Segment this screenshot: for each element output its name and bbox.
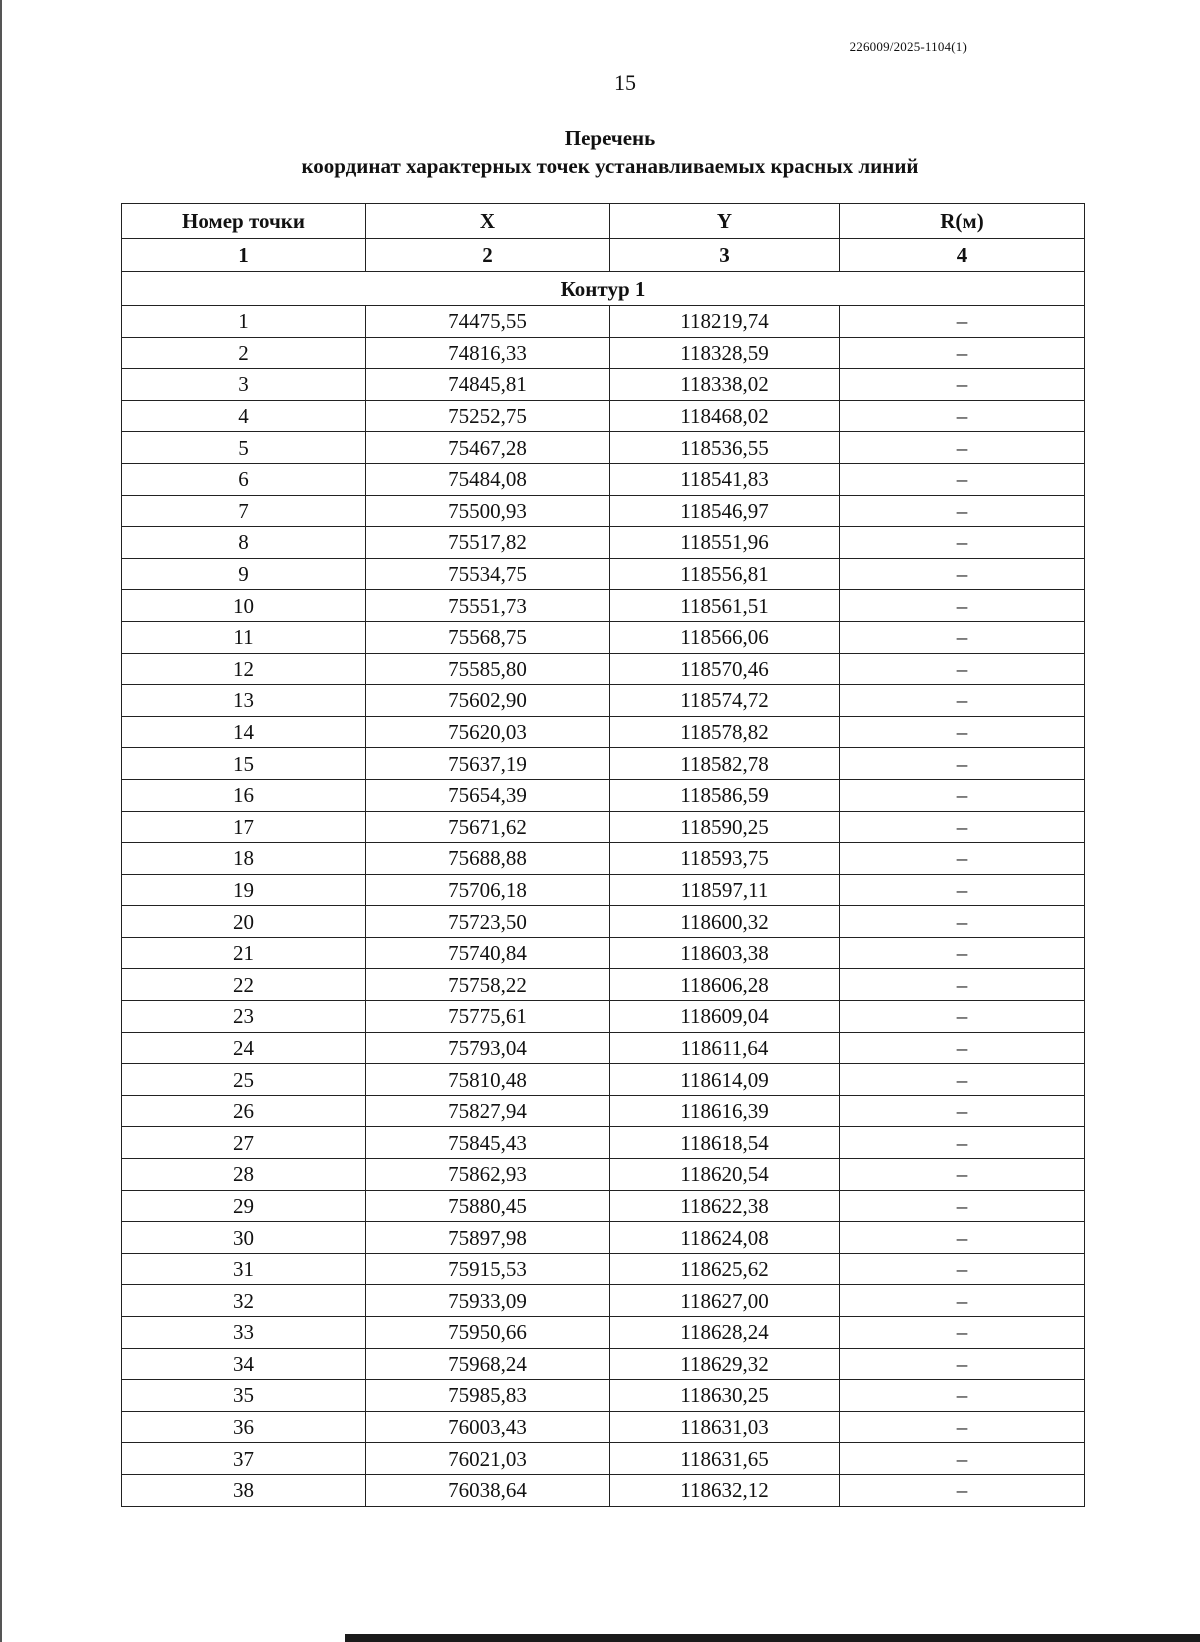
cell-radius: –: [840, 495, 1085, 527]
cell-x: 75706,18: [366, 874, 610, 906]
cell-point-number: 32: [122, 1285, 366, 1317]
cell-radius: –: [840, 1001, 1085, 1033]
table-row: [122, 400, 1085, 432]
cell-y: 118566,06: [610, 621, 840, 653]
cell-x: 75933,09: [366, 1285, 610, 1317]
column-number: 2: [366, 239, 610, 272]
cell-x: 75500,93: [366, 495, 610, 527]
cell-radius: –: [840, 1285, 1085, 1317]
cell-point-number: 22: [122, 969, 366, 1001]
table-row: [122, 463, 1085, 495]
cell-point-number: 25: [122, 1064, 366, 1096]
cell-x: 75723,50: [366, 906, 610, 938]
cell-radius: –: [840, 653, 1085, 685]
cell-point-number: 7: [122, 495, 366, 527]
cell-x: 76003,43: [366, 1411, 610, 1443]
cell-point-number: 36: [122, 1411, 366, 1443]
table-row: [122, 1222, 1085, 1254]
cell-point-number: 20: [122, 906, 366, 938]
contour-row: [122, 272, 1085, 306]
table-row: [122, 1253, 1085, 1285]
cell-point-number: 17: [122, 811, 366, 843]
cell-radius: –: [840, 906, 1085, 938]
cell-x: 75985,83: [366, 1380, 610, 1412]
cell-y: 118632,12: [610, 1474, 840, 1506]
cell-radius: –: [840, 1317, 1085, 1349]
cell-y: 118468,02: [610, 400, 840, 432]
table-row: [122, 621, 1085, 653]
cell-radius: –: [840, 1159, 1085, 1191]
table-row: [122, 1285, 1085, 1317]
table-row: [122, 1317, 1085, 1349]
cell-y: 118629,32: [610, 1348, 840, 1380]
table-row: [122, 1443, 1085, 1475]
cell-x: 75968,24: [366, 1348, 610, 1380]
title-line-2: координат характерных точек устанавливаемых красных линий: [301, 154, 919, 178]
cell-x: 74845,81: [366, 369, 610, 401]
table-row: [122, 1348, 1085, 1380]
cell-point-number: 37: [122, 1443, 366, 1475]
cell-radius: –: [840, 1127, 1085, 1159]
cell-y: 118578,82: [610, 716, 840, 748]
header-radius: R(м): [840, 204, 1085, 239]
scan-bottom-edge: [345, 1634, 1200, 1642]
table-row: [122, 1411, 1085, 1443]
cell-x: 75484,08: [366, 463, 610, 495]
cell-point-number: 27: [122, 1127, 366, 1159]
table-row: [122, 1474, 1085, 1506]
cell-radius: –: [840, 1222, 1085, 1254]
cell-point-number: 30: [122, 1222, 366, 1254]
cell-y: 118620,54: [610, 1159, 840, 1191]
cell-radius: –: [840, 779, 1085, 811]
cell-radius: –: [840, 716, 1085, 748]
cell-y: 118609,04: [610, 1001, 840, 1033]
document-number: 226009/2025-1104(1): [849, 39, 967, 54]
cell-point-number: 3: [122, 369, 366, 401]
cell-x: 75793,04: [366, 1032, 610, 1064]
cell-x: 75688,88: [366, 843, 610, 875]
table-row: [122, 779, 1085, 811]
column-number-row: [122, 239, 1085, 272]
cell-x: 75620,03: [366, 716, 610, 748]
cell-point-number: 10: [122, 590, 366, 622]
table-row: [122, 337, 1085, 369]
cell-y: 118597,11: [610, 874, 840, 906]
table-body: [122, 272, 1085, 1507]
table-row: [122, 937, 1085, 969]
cell-radius: –: [840, 969, 1085, 1001]
cell-x: 75467,28: [366, 432, 610, 464]
cell-point-number: 9: [122, 558, 366, 590]
cell-x: 75897,98: [366, 1222, 610, 1254]
cell-x: 74816,33: [366, 337, 610, 369]
cell-x: 75915,53: [366, 1253, 610, 1285]
cell-x: 75568,75: [366, 621, 610, 653]
cell-x: 74475,55: [366, 306, 610, 338]
cell-x: 75740,84: [366, 937, 610, 969]
table-row: [122, 1032, 1085, 1064]
cell-x: 75551,73: [366, 590, 610, 622]
cell-y: 118590,25: [610, 811, 840, 843]
cell-y: 118328,59: [610, 337, 840, 369]
cell-point-number: 13: [122, 685, 366, 717]
cell-x: 75671,62: [366, 811, 610, 843]
cell-point-number: 35: [122, 1380, 366, 1412]
cell-x: 75810,48: [366, 1064, 610, 1096]
cell-y: 118546,97: [610, 495, 840, 527]
cell-x: 75862,93: [366, 1159, 610, 1191]
cell-y: 118611,64: [610, 1032, 840, 1064]
cell-radius: –: [840, 463, 1085, 495]
title-line-1: Перечень: [564, 126, 656, 150]
table-header-row: [122, 204, 1085, 239]
cell-x: 75534,75: [366, 558, 610, 590]
cell-point-number: 14: [122, 716, 366, 748]
cell-point-number: 34: [122, 1348, 366, 1380]
cell-point-number: 24: [122, 1032, 366, 1064]
cell-y: 118625,62: [610, 1253, 840, 1285]
header-point-number: Номер точки: [122, 204, 366, 239]
table-row: [122, 432, 1085, 464]
cell-y: 118600,32: [610, 906, 840, 938]
cell-x: 75950,66: [366, 1317, 610, 1349]
table-row: [122, 1190, 1085, 1222]
cell-x: 75775,61: [366, 1001, 610, 1033]
cell-radius: –: [840, 685, 1085, 717]
cell-radius: –: [840, 811, 1085, 843]
table-row: [122, 369, 1085, 401]
cell-point-number: 31: [122, 1253, 366, 1285]
cell-y: 118536,55: [610, 432, 840, 464]
cell-radius: –: [840, 337, 1085, 369]
cell-radius: –: [840, 1095, 1085, 1127]
cell-y: 118622,38: [610, 1190, 840, 1222]
cell-radius: –: [840, 1411, 1085, 1443]
cell-y: 118624,08: [610, 1222, 840, 1254]
cell-x: 75252,75: [366, 400, 610, 432]
cell-point-number: 19: [122, 874, 366, 906]
header-y: Y: [610, 204, 840, 239]
cell-point-number: 38: [122, 1474, 366, 1506]
cell-x: 76038,64: [366, 1474, 610, 1506]
cell-radius: –: [840, 400, 1085, 432]
table-row: [122, 527, 1085, 559]
table-row: [122, 1095, 1085, 1127]
cell-radius: –: [840, 432, 1085, 464]
cell-radius: –: [840, 937, 1085, 969]
table-row: [122, 1159, 1085, 1191]
table-row: [122, 1380, 1085, 1412]
cell-radius: –: [840, 590, 1085, 622]
cell-x: 75654,39: [366, 779, 610, 811]
cell-y: 118606,28: [610, 969, 840, 1001]
cell-x: 75880,45: [366, 1190, 610, 1222]
cell-point-number: 4: [122, 400, 366, 432]
cell-point-number: 1: [122, 306, 366, 338]
cell-radius: –: [840, 558, 1085, 590]
cell-point-number: 15: [122, 748, 366, 780]
cell-point-number: 12: [122, 653, 366, 685]
cell-radius: –: [840, 369, 1085, 401]
table-row: [122, 1001, 1085, 1033]
cell-y: 118219,74: [610, 306, 840, 338]
cell-point-number: 26: [122, 1095, 366, 1127]
cell-y: 118561,51: [610, 590, 840, 622]
document-title: [240, 124, 980, 180]
cell-point-number: 6: [122, 463, 366, 495]
cell-point-number: 33: [122, 1317, 366, 1349]
cell-radius: –: [840, 1380, 1085, 1412]
table-row: [122, 653, 1085, 685]
table-row: [122, 811, 1085, 843]
cell-point-number: 16: [122, 779, 366, 811]
cell-x: 75845,43: [366, 1127, 610, 1159]
cell-y: 118603,38: [610, 937, 840, 969]
cell-y: 118630,25: [610, 1380, 840, 1412]
cell-point-number: 5: [122, 432, 366, 464]
cell-y: 118618,54: [610, 1127, 840, 1159]
cell-x: 75602,90: [366, 685, 610, 717]
cell-y: 118574,72: [610, 685, 840, 717]
cell-x: 75827,94: [366, 1095, 610, 1127]
cell-radius: –: [840, 306, 1085, 338]
cell-point-number: 8: [122, 527, 366, 559]
cell-point-number: 23: [122, 1001, 366, 1033]
cell-y: 118631,65: [610, 1443, 840, 1475]
header-x: X: [366, 204, 610, 239]
page-number: 15: [614, 70, 636, 95]
table-row: [122, 685, 1085, 717]
cell-radius: –: [840, 1253, 1085, 1285]
cell-radius: –: [840, 1474, 1085, 1506]
column-number: 4: [840, 239, 1085, 272]
table-row: [122, 969, 1085, 1001]
table-row: [122, 306, 1085, 338]
cell-y: 118616,39: [610, 1095, 840, 1127]
cell-y: 118586,59: [610, 779, 840, 811]
cell-point-number: 18: [122, 843, 366, 875]
table-row: [122, 495, 1085, 527]
cell-y: 118570,46: [610, 653, 840, 685]
cell-radius: –: [840, 1064, 1085, 1096]
cell-radius: –: [840, 748, 1085, 780]
cell-y: 118551,96: [610, 527, 840, 559]
cell-y: 118582,78: [610, 748, 840, 780]
table-row: [122, 906, 1085, 938]
contour-label: Контур 1: [122, 272, 1085, 306]
cell-radius: –: [840, 1190, 1085, 1222]
cell-x: 76021,03: [366, 1443, 610, 1475]
cell-y: 118593,75: [610, 843, 840, 875]
cell-radius: –: [840, 1348, 1085, 1380]
cell-y: 118631,03: [610, 1411, 840, 1443]
cell-x: 75585,80: [366, 653, 610, 685]
table-row: [122, 558, 1085, 590]
column-number: 1: [122, 239, 366, 272]
cell-point-number: 11: [122, 621, 366, 653]
table-row: [122, 748, 1085, 780]
cell-radius: –: [840, 527, 1085, 559]
table-row: [122, 874, 1085, 906]
table-row: [122, 716, 1085, 748]
cell-radius: –: [840, 621, 1085, 653]
cell-y: 118541,83: [610, 463, 840, 495]
cell-x: 75758,22: [366, 969, 610, 1001]
cell-point-number: 28: [122, 1159, 366, 1191]
scan-left-edge: [0, 0, 2, 1642]
cell-x: 75637,19: [366, 748, 610, 780]
cell-radius: –: [840, 843, 1085, 875]
table-row: [122, 1127, 1085, 1159]
cell-radius: –: [840, 1443, 1085, 1475]
cell-y: 118627,00: [610, 1285, 840, 1317]
table-row: [122, 590, 1085, 622]
cell-point-number: 29: [122, 1190, 366, 1222]
cell-radius: –: [840, 1032, 1085, 1064]
table-row: [122, 843, 1085, 875]
cell-point-number: 21: [122, 937, 366, 969]
column-number: 3: [610, 239, 840, 272]
cell-point-number: 2: [122, 337, 366, 369]
coordinates-table: [121, 203, 1085, 1507]
cell-radius: –: [840, 874, 1085, 906]
cell-y: 118556,81: [610, 558, 840, 590]
cell-x: 75517,82: [366, 527, 610, 559]
cell-y: 118628,24: [610, 1317, 840, 1349]
cell-y: 118338,02: [610, 369, 840, 401]
cell-y: 118614,09: [610, 1064, 840, 1096]
table-row: [122, 1064, 1085, 1096]
